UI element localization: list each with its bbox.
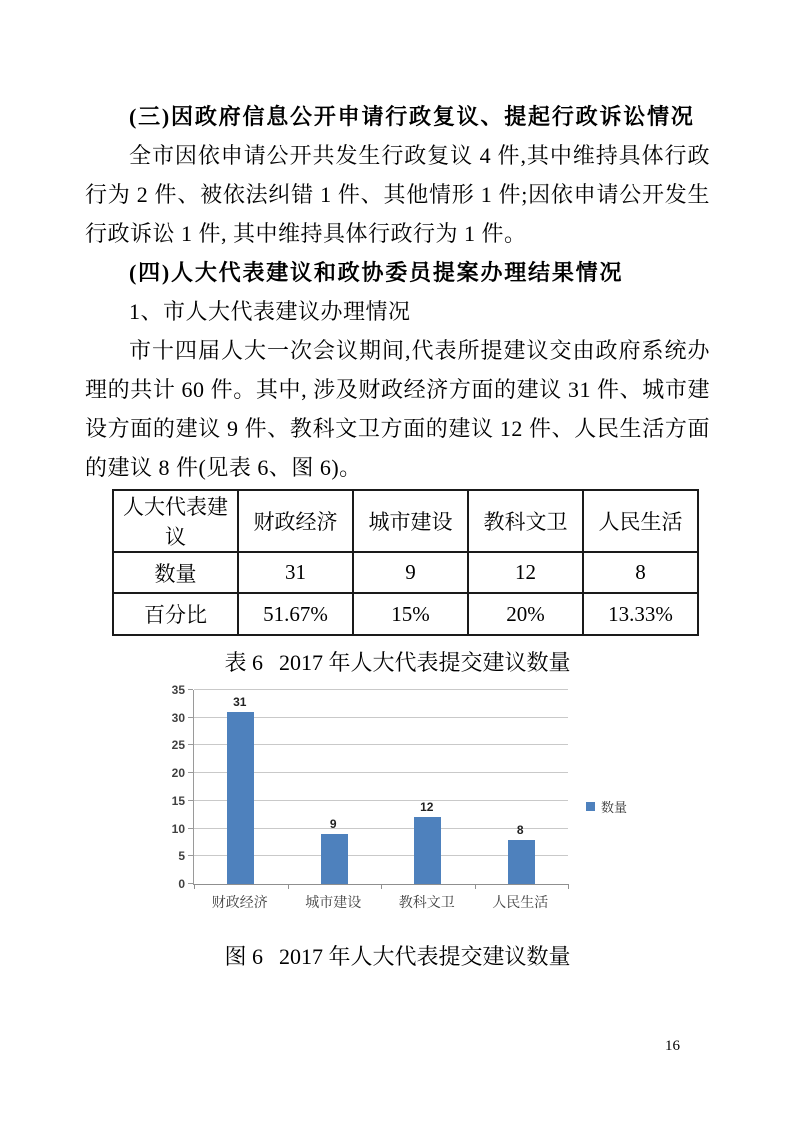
x-axis-tick [381, 884, 382, 889]
bar-人民生活 [508, 840, 535, 884]
y-axis-tick [188, 883, 193, 884]
table-header-cell: 城市建设 [353, 490, 468, 552]
legend-swatch-icon [586, 802, 595, 811]
table-cell: 31 [238, 552, 353, 593]
y-axis-tick [188, 689, 193, 690]
table-caption-label: 表 6 [224, 650, 263, 675]
table-cell: 12 [468, 552, 583, 593]
section3-paragraph: 全市因依申请公开共发生行政复议 4 件,其中维持具体行政行为 2 件、被依法纠错 1 件、其他情形 1 件;因依申请公开发生行政诉讼 1 件, 其中维持具体行政行为 1 件。 [85, 143, 710, 246]
suggestions-table [112, 489, 699, 636]
table-cell: 20% [468, 593, 583, 635]
y-axis-tick [188, 717, 193, 718]
y-axis-tick-label: 20 [171, 766, 185, 781]
table-cell: 8 [583, 552, 698, 593]
table-cell: 数量 [113, 552, 238, 593]
section3-heading: (三)因政府信息公开申请行政复议、提起行政诉讼情况 [129, 104, 695, 129]
bar-value-label: 9 [329, 817, 337, 831]
legend-label: 数量 [601, 800, 628, 815]
table-header-cell: 财政经济 [238, 490, 353, 552]
y-axis-tick [188, 800, 193, 801]
figure-caption-text: 2017 年人大代表提交建议数量 [279, 944, 571, 969]
chart-category-labels [193, 892, 567, 912]
y-axis-tick [188, 772, 193, 773]
table-cell: 9 [353, 552, 468, 593]
bar-财政经济 [227, 712, 254, 884]
table-row [113, 593, 698, 635]
section4-paragraph: 市十四届人大一次会议期间,代表所提建议交由政府系统办理的共计 60 件。其中, 涉及财政经济方面的建议 31 件、城市建设方面的建议 9 件、教科文卫方面的建议 12 件、人民生活方面的建议 8 件(见表 6、图 6)。 [85, 338, 710, 480]
table-caption [85, 648, 710, 678]
section4-heading: (四)人大代表建议和政协委员提案办理结果情况 [129, 260, 624, 285]
y-axis-tick-label: 10 [171, 821, 185, 836]
y-axis-tick [188, 855, 193, 856]
x-axis-category-label: 城市建设 [305, 894, 362, 910]
table-cell: 百分比 [113, 593, 238, 635]
table-cell: 13.33% [583, 593, 698, 635]
chart-gridline [194, 689, 568, 690]
table-cell: 51.67% [238, 593, 353, 635]
x-axis-category-label: 财政经济 [211, 894, 268, 910]
document-content [85, 97, 710, 972]
y-axis-tick-label: 5 [178, 849, 185, 864]
bar-教科文卫 [414, 817, 441, 884]
x-axis-category-label: 人民生活 [492, 894, 549, 910]
x-axis-tick [288, 884, 289, 889]
y-axis-tick-label: 15 [171, 793, 185, 808]
figure-caption [85, 942, 710, 972]
bar-城市建设 [321, 834, 348, 884]
x-axis-category-label: 教科文卫 [398, 894, 455, 910]
table-header-cell: 人民生活 [583, 490, 698, 552]
page-number: 16 [665, 1038, 680, 1054]
table-cell: 15% [353, 593, 468, 635]
table-header-cell: 人大代表建议 [113, 490, 238, 552]
y-axis-tick-label: 30 [171, 710, 185, 725]
bar-chart [85, 683, 710, 918]
y-axis-tick-label: 35 [171, 683, 185, 697]
table-header-row [113, 490, 698, 552]
y-axis-tick-label: 0 [178, 877, 185, 891]
x-axis-tick [194, 884, 195, 889]
figure-caption-label: 图 6 [224, 944, 263, 969]
table-caption-text: 2017 年人大代表提交建议数量 [279, 650, 571, 675]
chart-legend [586, 797, 627, 816]
section4-subheading: 1、市人大代表建议办理情况 [129, 299, 411, 324]
y-axis-tick [188, 828, 193, 829]
bar-value-label: 31 [233, 695, 247, 709]
chart-plot-area [193, 690, 568, 885]
table-header-cell: 教科文卫 [468, 490, 583, 552]
bar-value-label: 8 [516, 823, 524, 837]
y-axis-tick [188, 744, 193, 745]
table-row [113, 552, 698, 593]
bar-value-label: 12 [420, 800, 434, 814]
y-axis-tick-label: 25 [171, 738, 185, 753]
x-axis-tick [568, 884, 569, 889]
x-axis-tick [475, 884, 476, 889]
